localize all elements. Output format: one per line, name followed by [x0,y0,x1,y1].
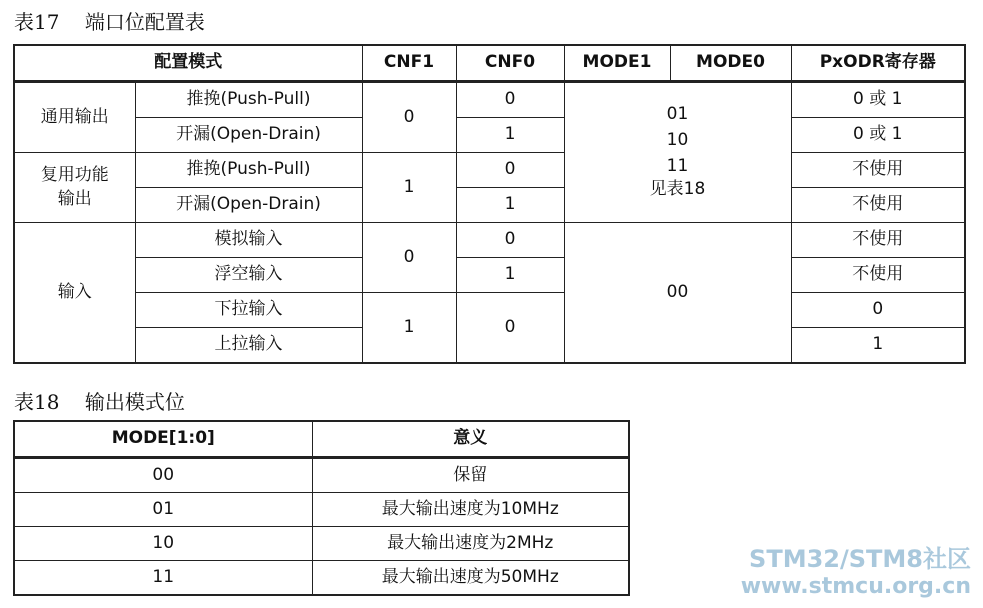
odr-cell: 不使用 [791,188,965,223]
table18-caption: 表18 输出模式位 [14,390,185,414]
cnf0-cell: 1 [456,118,564,153]
group-label-line: 复用功能 [40,164,109,185]
mode-value: 01 [666,104,689,125]
header-mode0: MODE0 [670,45,791,82]
submode-cell: 推挽(Push-Pull) [135,82,362,118]
meaning-cell: 最大输出速度为2MHz [312,527,629,561]
group-alternate-output [14,153,135,223]
cnf0-cell: 0 [456,223,564,258]
header-pxodr: PxODR寄存器 [791,45,965,82]
mode-value: 11 [666,155,689,176]
mode-bits-cell: 01 [14,493,312,527]
header-mode1: MODE1 [564,45,670,82]
table-row [14,493,629,527]
table-row [14,153,965,188]
watermark [741,546,971,599]
submode-cell: 上拉输入 [135,328,362,364]
table-row [14,258,965,293]
meaning-cell: 最大输出速度为50MHz [312,561,629,596]
cnf1-cell: 1 [362,293,456,364]
submode-cell: 模拟输入 [135,223,362,258]
odr-cell: 不使用 [791,223,965,258]
header-mode-bits: MODE[1:0] [14,421,312,458]
table18-header-row [14,421,629,458]
odr-cell: 不使用 [791,153,965,188]
cnf1-cell: 1 [362,153,456,223]
meaning-cell: 保留 [312,458,629,493]
submode-cell: 开漏(Open-Drain) [135,188,362,223]
cnf1-cell: 0 [362,223,456,293]
mode-bits-cell: 11 [14,561,312,596]
table-row [14,188,965,223]
header-cnf1: CNF1 [362,45,456,82]
port-config-table [13,44,966,364]
header-config-mode: 配置模式 [14,45,362,82]
mode-bits-cell: 10 [14,527,312,561]
output-mode-table [13,420,630,596]
mode-output-cell [564,82,791,223]
mode-input-cell: 00 [564,223,791,364]
watermark-line-1: STM32/STM8社区 [749,545,971,573]
submode-cell: 浮空输入 [135,258,362,293]
cnf0-cell: 0 [456,82,564,118]
group-input: 输入 [14,223,135,364]
group-general-output: 通用输出 [14,82,135,153]
odr-cell: 0 或 1 [791,82,965,118]
watermark-line-2: www.stmcu.org.cn [740,573,971,599]
odr-cell: 0 [791,293,965,328]
odr-cell: 1 [791,328,965,364]
mode-value: 10 [666,129,689,150]
table-row [14,458,629,493]
table-row [14,293,965,328]
cnf1-cell: 0 [362,82,456,153]
table17-caption: 表17 端口位配置表 [14,10,205,34]
group-label-line: 输出 [57,188,92,209]
cnf0-cell: 1 [456,188,564,223]
cnf0-cell: 0 [456,293,564,364]
mode-value: 见表18 [649,179,706,200]
submode-cell: 开漏(Open-Drain) [135,118,362,153]
odr-cell: 不使用 [791,258,965,293]
table-row [14,82,965,118]
table17-header-row [14,45,965,82]
submode-cell: 下拉输入 [135,293,362,328]
cnf0-cell: 1 [456,258,564,293]
table-row [14,223,965,258]
table-row [14,527,629,561]
cnf0-cell: 0 [456,153,564,188]
table-row [14,118,965,153]
submode-cell: 推挽(Push-Pull) [135,153,362,188]
header-meaning: 意义 [312,421,629,458]
mode-bits-cell: 00 [14,458,312,493]
table-row [14,561,629,596]
odr-cell: 0 或 1 [791,118,965,153]
meaning-cell: 最大输出速度为10MHz [312,493,629,527]
header-cnf0: CNF0 [456,45,564,82]
